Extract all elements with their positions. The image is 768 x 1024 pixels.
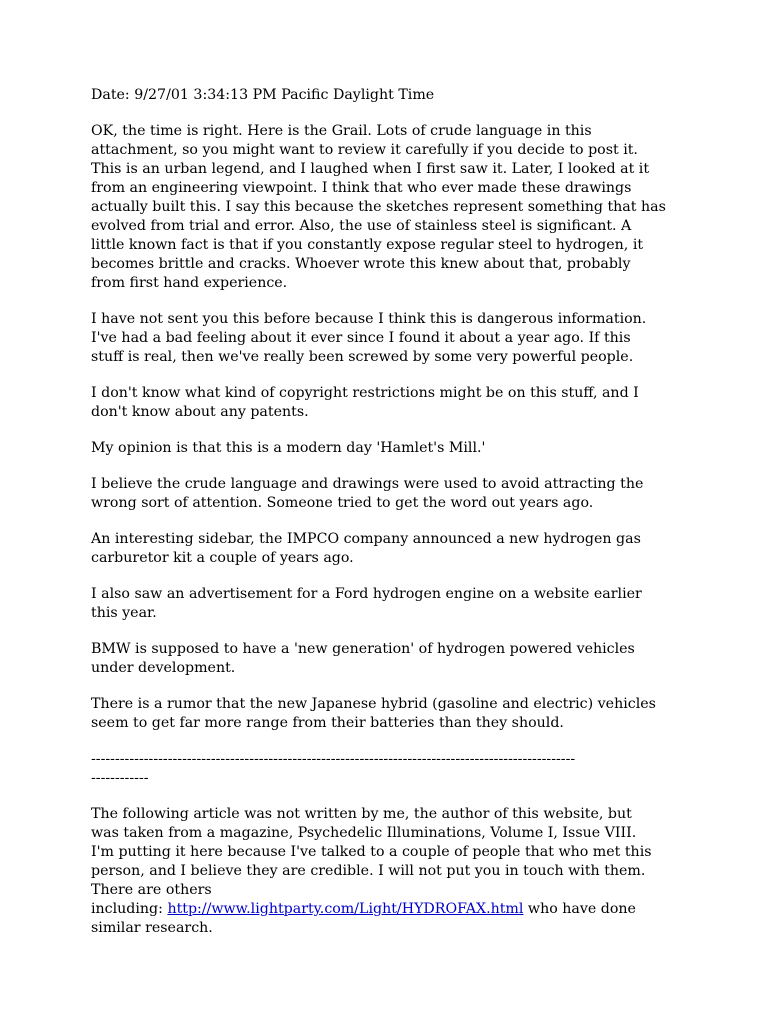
paragraph-line: from an engineering viewpoint. I think that who ever made these drawings <box>91 180 632 196</box>
paragraph-line: carburetor kit a couple of years ago. <box>91 550 354 566</box>
paragraph-line: This is an urban legend, and I laughed when I first saw it. Later, I looked at it <box>91 161 650 177</box>
paragraph <box>91 695 691 733</box>
paragraph-line: evolved from trial and error. Also, the use of stainless steel is significant. A <box>91 218 632 234</box>
paragraph <box>91 439 691 458</box>
paragraph <box>91 310 691 367</box>
paragraph-line: OK, the time is right. Here is the Grail. Lots of crude language in this <box>91 123 592 139</box>
divider-line: ------------ <box>91 770 149 786</box>
article-intro-line: person, and I believe they are credible. I will not put you in touch with them. <box>91 863 646 879</box>
paragraph-line: don't know about any patents. <box>91 404 309 420</box>
paragraph <box>91 475 691 513</box>
paragraph <box>91 530 691 568</box>
paragraph-line: under development. <box>91 660 236 676</box>
divider-line: ----------------------------------------------------------------------------------------------------- <box>91 751 576 767</box>
document-page <box>91 86 691 955</box>
paragraph <box>91 122 691 293</box>
paragraph-line: My opinion is that this is a modern day 'Hamlet's Mill.' <box>91 440 486 456</box>
article-intro-line: There are others <box>91 882 212 898</box>
article-intro-paragraph <box>91 805 691 938</box>
article-intro-line: I'm putting it here because I've talked to a couple of people that who met this <box>91 844 652 860</box>
paragraph-line: An interesting sidebar, the IMPCO company announced a new hydrogen gas <box>91 531 641 547</box>
paragraph-line: this year. <box>91 605 157 621</box>
paragraph <box>91 384 691 422</box>
paragraph-line: actually built this. I say this because the sketches represent something that has <box>91 199 666 215</box>
paragraph <box>91 585 691 623</box>
dashed-divider <box>91 750 691 788</box>
link-line <box>91 900 691 919</box>
hydrofax-link[interactable]: http://www.lightparty.com/Light/HYDROFAX.html <box>167 901 524 917</box>
link-suffix: who have done <box>523 901 636 917</box>
article-intro-lines <box>91 805 691 900</box>
paragraph-line: seem to get far more range from their batteries than they should. <box>91 715 564 731</box>
paragraph-line: becomes brittle and cracks. Whoever wrote this knew about that, probably <box>91 256 631 272</box>
paragraph-line: I believe the crude language and drawings were used to avoid attracting the <box>91 476 644 492</box>
paragraph-line: stuff is real, then we've really been screwed by some very powerful people. <box>91 349 634 365</box>
article-intro-line: The following article was not written by me, the author of this website, but <box>91 806 632 822</box>
body-paragraphs <box>91 122 691 733</box>
paragraph-line: from first hand experience. <box>91 275 288 291</box>
article-intro-line: was taken from a magazine, Psychedelic Illuminations, Volume I, Issue VIII. <box>91 825 637 841</box>
paragraph <box>91 640 691 678</box>
date-line: Date: 9/27/01 3:34:13 PM Pacific Daylight Time <box>91 87 435 103</box>
paragraph-line: I don't know what kind of copyright restrictions might be on this stuff, and I <box>91 385 639 401</box>
paragraph-line: There is a rumor that the new Japanese hybrid (gasoline and electric) vehicles <box>91 696 656 712</box>
paragraph-line: attachment, so you might want to review it carefully if you decide to post it. <box>91 142 638 158</box>
paragraph-line: little known fact is that if you constantly expose regular steel to hydrogen, it <box>91 237 644 253</box>
paragraph-line: I've had a bad feeling about it ever since I found it about a year ago. If this <box>91 330 631 346</box>
paragraph-line: I also saw an advertisement for a Ford hydrogen engine on a website earlier <box>91 586 642 602</box>
link-prefix: including: <box>91 901 168 917</box>
paragraph-line: wrong sort of attention. Someone tried to get the word out years ago. <box>91 495 594 511</box>
paragraph-line: BMW is supposed to have a 'new generation' of hydrogen powered vehicles <box>91 641 635 657</box>
paragraph-line: I have not sent you this before because I think this is dangerous information. <box>91 311 647 327</box>
article-intro-last-line: similar research. <box>91 920 213 936</box>
